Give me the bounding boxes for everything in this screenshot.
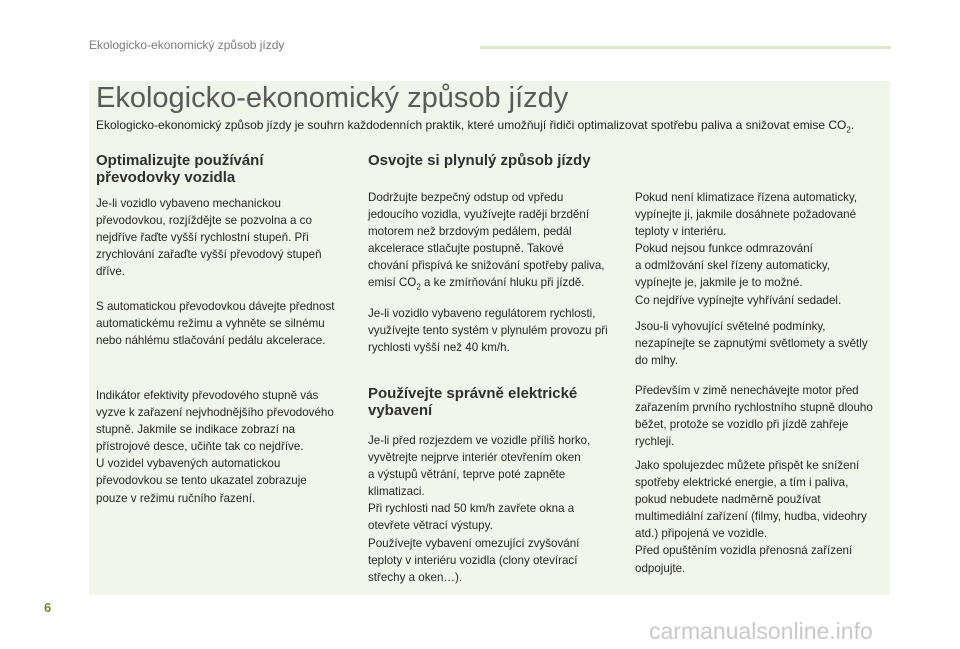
intro-text: Ekologicko-ekonomický způsob jízdy je souhrn každodenních praktik, které umožňují řidiči optimalizovat spotřebu paliva a snižovat emise CO bbox=[96, 118, 847, 132]
smooth-driving-text: Dodržujte bezpečný odstup od vpředu jedoucího vozidla, využívejte raději brzdění motorem než brzdovým pedálem, pedál akcelerace stlačujte postupně. Takové chování přispívá ke snižování spotřeby paliva, emisí CO bbox=[368, 191, 605, 290]
paragraph-air-conditioning: Pokud není klimatizace řízena automaticky, vypínejte ji, jakmile dosáhnete požadované teploty v interiéru. Pokud nejsou funkce odmrazování a odmlžování skel řízeny automaticky, vypínejte je, jakmile je to možné. Co nejdříve vypínejte vyhřívání sedadel. bbox=[635, 191, 858, 307]
smooth-driving-subscript: 2 bbox=[416, 282, 421, 292]
paragraph-automatic-gearbox: S automatickou převodovkou dávejte přednost automatickému režimu a vyhněte se silnému nebo náhlému stlačování pedálu akcelerace. bbox=[96, 300, 335, 348]
heading-gearbox: Optimalizujte používání převodovky vozidla bbox=[96, 152, 264, 186]
smooth-driving-end: a ke zmírňování hluku při jízdě. bbox=[420, 276, 585, 290]
paragraph-ventilation: Je-li před rozjezdem ve vozidle příliš horko, vyvětrejte nejprve interiér otevřením oken a výstupů větrání, teprve poté zapněte klimatizaci. Při rychlosti nad 50 km/h zavřete okna a otevřete větrací výstupy. Používejte vybavení omezující zvyšování teploty v interiéru vozidla (clony otevírací střechy a oken…). bbox=[368, 434, 591, 584]
running-header-title: Ekologicko-ekonomický způsob jízdy bbox=[89, 38, 285, 52]
page-title: Ekologicko-ekonomický způsob jízdy bbox=[96, 82, 569, 114]
paragraph-manual-gearbox: Je-li vozidlo vybaveno mechanickou převodovkou, rozjíždějte se pozvolna a co nejdříve řaďte vyšší rychlostní stupeň. Při zrychlování zařaďte vyšší převodový stupeň dříve. bbox=[96, 197, 322, 279]
intro-end: . bbox=[850, 118, 855, 132]
paragraph-passenger-devices: Jako spolujezdec můžete přispět ke snížení spotřeby elektrické energie, a tím i paliva, pokud nebudete nadměrně používat multimediální zařízení (filmy, hudba, videohry atd.) připojená ve vozidle. Před opuštěním vozidla přenosná zařízení odpojujte. bbox=[635, 459, 867, 575]
header-rule bbox=[480, 46, 891, 49]
page-number: 6 bbox=[44, 600, 52, 615]
watermark-text: carmanualsonline.info bbox=[649, 618, 873, 644]
intro-paragraph bbox=[96, 117, 876, 138]
heading-electrical-equipment: Používejte správně elektrické vybavení bbox=[368, 385, 578, 419]
paragraph-cruise-control: Je-li vozidlo vybaveno regulátorem rychlosti, využívejte tento systém v plynulém provozu při rychlosti vyšší než 40 km/h. bbox=[368, 307, 608, 355]
paragraph-engine-warmup: Především v zimě nenechávejte motor před zařazením prvního rychlostního stupně dlouho běžet, protože se vozidlo při jízdě zahřeje rychleji. bbox=[635, 384, 873, 449]
paragraph-smooth-driving bbox=[368, 189, 628, 292]
heading-smooth-driving: Osvojte si plynulý způsob jízdy bbox=[368, 152, 591, 169]
intro-subscript: 2 bbox=[846, 125, 851, 135]
paragraph-lights: Jsou-li vyhovující světelné podmínky, nezapínejte se zapnutými světlomety a světly do mlhy. bbox=[635, 320, 868, 368]
paragraph-gear-indicator: Indikátor efektivity převodového stupně vás vyzve k zařazení nejvhodnějšího převodového stupně. Jakmile se indikace zobrazí na přístrojové desce, učiňte tak co nejdříve. U vozidel vybavených automatickou převodovkou se tento ukazatel zobrazuje pouze v režimu ručního řazení. bbox=[96, 389, 334, 505]
